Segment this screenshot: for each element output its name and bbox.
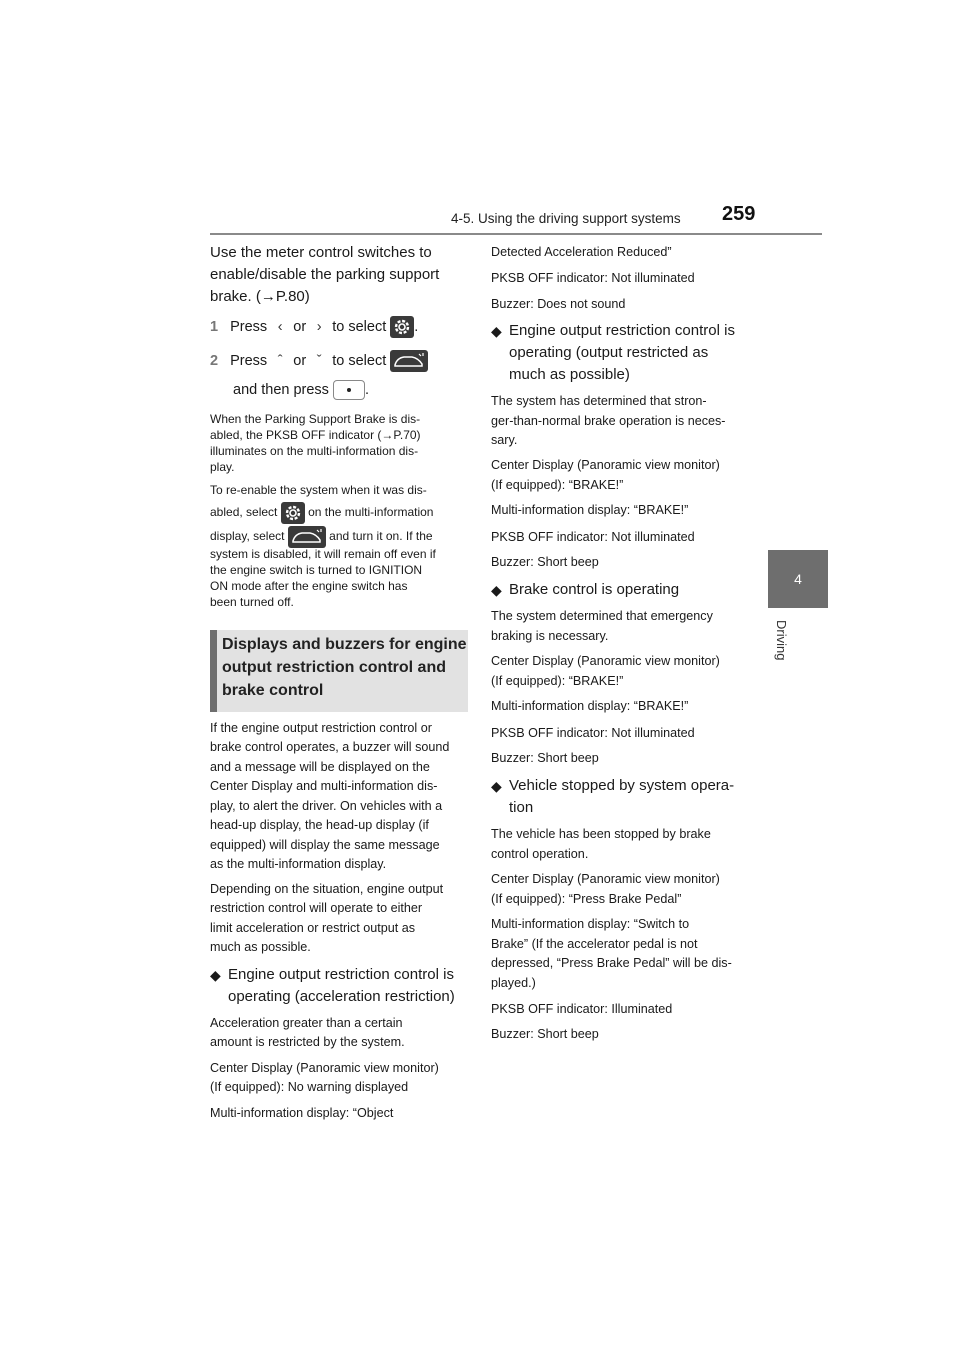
para-line: Buzzer: Short beep [491,751,599,765]
bullet-heading: ◆ Engine output restriction control is operating (acceleration restriction) [210,966,455,1005]
step-or: or [293,352,307,369]
para-line: PKSB OFF indicator: Not illuminated [491,271,695,285]
diamond-bullet-icon: ◆ [491,778,502,794]
page-number: 259 [722,203,756,225]
para-line: PKSB OFF indicator: Not illuminated [491,726,695,740]
parking-support-car-icon [288,526,326,548]
step-to-select: to select [332,352,387,369]
para-line: limit acceleration or restrict output as [210,921,416,935]
note-line: abled, select on the multi-information [210,502,433,524]
chevron-right-icon: › [316,318,322,335]
para-line: restriction control will operate to either [210,901,423,915]
step-number: 2 [210,352,219,369]
chapter-label: Driving [774,620,789,661]
para-line: (If equipped): No warning displayed [210,1080,409,1094]
step-or: or [293,318,307,335]
step-press: Press [230,352,268,369]
gear-icon [281,502,305,524]
intro-line: brake. (→P.80) [210,288,310,305]
step-1: 1 Press ‹ or › to select . [210,316,418,338]
gear-icon [390,316,414,338]
para-line: Center Display (Panoramic view monitor) [491,872,720,886]
section-heading: Displays and buzzers for engine output restriction control and brake control [210,630,468,712]
para-line: and a message will be displayed on the [210,760,430,774]
step-to-select: to select [332,318,387,335]
para-line: Acceleration greater than a certain [210,1016,403,1030]
para-line: PKSB OFF indicator: Illuminated [491,1002,673,1016]
step-then: and then press [233,381,329,398]
intro-line: Use the meter control switches to [210,244,432,261]
note-line: To re-enable the system when it was dis- [210,483,427,497]
para-line: Buzzer: Short beep [491,555,599,569]
header-rule [210,233,822,235]
para-line: The system determined that emergency [491,609,713,623]
chevron-down-icon: ˇ [316,352,322,369]
diamond-bullet-icon: ◆ [210,967,221,983]
para-line: as the multi-information display. [210,857,387,871]
para-line: The vehicle has been stopped by brake [491,827,711,841]
note-line: play. [210,460,235,474]
para-line: Buzzer: Short beep [491,1027,599,1041]
note-line: been turned off. [210,595,294,609]
chevron-up-icon: ˆ [277,352,283,369]
para-line: If the engine output restriction control or [210,721,432,735]
para-line: The system has determined that stron- [491,394,707,408]
para-line: (If equipped): “BRAKE!” [491,674,624,688]
step-number: 1 [210,318,219,335]
note-line: ON mode after the engine switch has [210,579,408,593]
para-line: PKSB OFF indicator: Not illuminated [491,530,695,544]
bullet-heading: ◆ Brake control is operating [491,579,749,601]
para-line: (If equipped): “Press Brake Pedal” [491,892,682,906]
para-line: Center Display (Panoramic view monitor) [210,1061,439,1075]
note-line: abled, the PKSB OFF indicator (→P.70) [210,428,421,442]
para-line: Depending on the situation, engine output [210,882,444,896]
bullet-heading: ◆ Vehicle stopped by system opera- tion [491,777,735,816]
para-line: Multi-information display: “BRAKE!” [491,699,689,713]
para-line: equipped) will display the same message [210,838,440,852]
chapter-tab: 4 [768,550,828,608]
step-press: Press [230,318,268,335]
chevron-left-icon: ‹ [277,318,283,335]
para-line: ger-than-normal brake operation is neces- [491,414,726,428]
para-line: (If equipped): “BRAKE!” [491,478,624,492]
para-line: amount is restricted by the system. [210,1035,405,1049]
note-line: illuminates on the multi-information dis- [210,444,419,458]
running-header: 4-5. Using the driving support systems [451,211,681,226]
para-line: much as possible. [210,940,311,954]
ok-button-icon [333,380,365,400]
para-line: Multi-information display: “Object [210,1106,394,1120]
para-line: Multi-information display: “Switch to [491,917,690,931]
diamond-bullet-icon: ◆ [491,582,502,598]
para-line: control operation. [491,847,589,861]
para-line: play, to alert the driver. On vehicles with a [210,799,443,813]
para-line: brake control operates, a buzzer will sound [210,740,450,754]
para-line: depressed, “Press Brake Pedal” will be dis- [491,956,732,970]
para-line: sary. [491,433,518,447]
para-line: Buzzer: Does not sound [491,297,626,311]
para-line: Center Display and multi-information dis- [210,779,438,793]
bullet-heading: ◆ Engine output restriction control is operating (output restricted as much as possible) [491,322,735,383]
para-line: Center Display (Panoramic view monitor) [491,458,720,472]
para-line: head-up display, the head-up display (if [210,818,429,832]
note-line: display, select and turn it on. If the [210,526,433,548]
note-line: When the Parking Support Brake is dis- [210,412,421,426]
para-line: braking is necessary. [491,629,609,643]
para-line: Multi-information display: “BRAKE!” [491,503,689,517]
intro-line: enable/disable the parking support [210,266,440,283]
para-line: Brake” (If the accelerator pedal is not [491,937,698,951]
diamond-bullet-icon: ◆ [491,323,502,339]
note-line: the engine switch is turned to IGNITION [210,563,423,577]
para-line: Detected Acceleration Reduced” [491,245,672,259]
para-line: Center Display (Panoramic view monitor) [491,654,720,668]
para-line: played.) [491,976,536,990]
step-2-cont: and then press . [233,380,369,400]
step-2 [210,350,428,372]
heading-accent-bar [210,630,217,712]
note-line: system is disabled, it will remain off even if [210,547,436,561]
parking-support-car-icon [390,350,428,372]
